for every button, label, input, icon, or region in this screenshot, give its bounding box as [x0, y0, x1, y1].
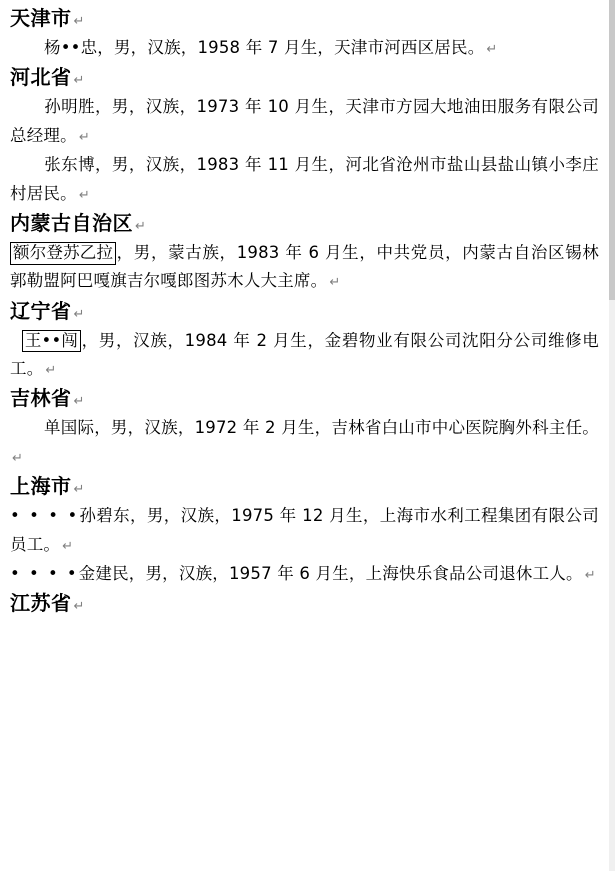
section-heading — [10, 63, 599, 92]
paragraph-mark-icon: ↵ — [329, 275, 341, 291]
entry-text: 杨••忠，男，汉族，1958 年 7 月生，天津市河西区居民。 — [44, 38, 485, 57]
entry-text: 孙明胜，男，汉族，1973 年 10 月生，天津市方园大地油田服务有限公司总经理。 — [10, 97, 599, 145]
paragraph-mark-icon: ↵ — [584, 567, 596, 583]
entry-text: ，男，汉族，1984 年 2 月生，金碧物业有限公司沈阳分公司维修电工。 — [10, 330, 600, 378]
redaction-dots: • • • • — [10, 563, 79, 583]
paragraph-mark-icon: ↵ — [45, 363, 57, 378]
paragraph-mark-icon: ↵ — [62, 538, 74, 554]
entry-paragraph — [10, 151, 599, 208]
entry-paragraph — [10, 327, 599, 384]
entry-text: 单国际，男，汉族，1972 年 2 月生，吉林省白山市中心医院胸外科主任。 — [44, 418, 599, 438]
entry-paragraph — [10, 414, 599, 471]
entry-text: ，男，蒙古族，1983 年 6 月生，中共党员，内蒙古自治区锡林郭勒盟阿巴嘎旗吉尔嘎郎图苏木人大主席。 — [10, 242, 599, 291]
paragraph-mark-icon: ↵ — [78, 129, 90, 145]
vertical-scrollbar[interactable] — [609, 0, 615, 871]
section-heading — [10, 297, 599, 326]
entry-paragraph — [10, 34, 599, 62]
section-heading-text: 河北省 — [10, 65, 72, 90]
entry-paragraph — [10, 93, 599, 150]
section-heading — [10, 589, 599, 618]
section-heading-text: 天津市 — [10, 6, 72, 30]
paragraph-mark-icon: ↵ — [12, 450, 24, 466]
paragraph-mark-icon: ↵ — [73, 394, 85, 410]
entry-paragraph — [10, 239, 599, 296]
paragraph-mark-icon: ↵ — [78, 187, 90, 203]
entry-paragraph — [10, 560, 599, 588]
section-heading-text: 江苏省 — [10, 591, 72, 616]
entry-text: 孙碧东，男，汉族，1975 年 12 月生，上海市水利工程集团有限公司员工。 — [10, 506, 599, 554]
entry-paragraph — [10, 502, 599, 559]
document-body — [10, 4, 599, 618]
paragraph-mark-icon: ↵ — [486, 42, 498, 57]
highlighted-person-name: 王••闯 — [22, 330, 81, 353]
section-heading — [10, 4, 599, 33]
section-heading-text: 内蒙古自治区 — [10, 210, 133, 235]
redaction-dots: • • • • — [10, 506, 80, 526]
paragraph-mark-icon: ↵ — [73, 14, 85, 29]
scrollbar-thumb[interactable] — [609, 0, 615, 300]
paragraph-mark-icon: ↵ — [135, 218, 147, 234]
entry-text: 张东博，男，汉族，1983 年 11 月生，河北省沧州市盐山县盐山镇小李庄村居民。 — [10, 155, 599, 203]
paragraph-mark-icon: ↵ — [73, 306, 85, 322]
section-heading — [10, 384, 599, 413]
paragraph-mark-icon: ↵ — [73, 482, 85, 498]
section-heading — [10, 472, 599, 501]
section-heading — [10, 209, 599, 238]
paragraph-mark-icon: ↵ — [73, 73, 85, 89]
paragraph-mark-icon: ↵ — [73, 599, 85, 615]
entry-text: 金建民，男，汉族，1957 年 6 月生，上海快乐食品公司退休工人。 — [78, 563, 583, 583]
highlighted-person-name: 额尔登苏乙拉 — [10, 242, 116, 265]
section-heading-text: 辽宁省 — [10, 298, 72, 323]
leading-space — [10, 331, 22, 350]
section-heading-text: 上海市 — [10, 474, 72, 499]
section-heading-text: 吉林省 — [10, 386, 72, 411]
